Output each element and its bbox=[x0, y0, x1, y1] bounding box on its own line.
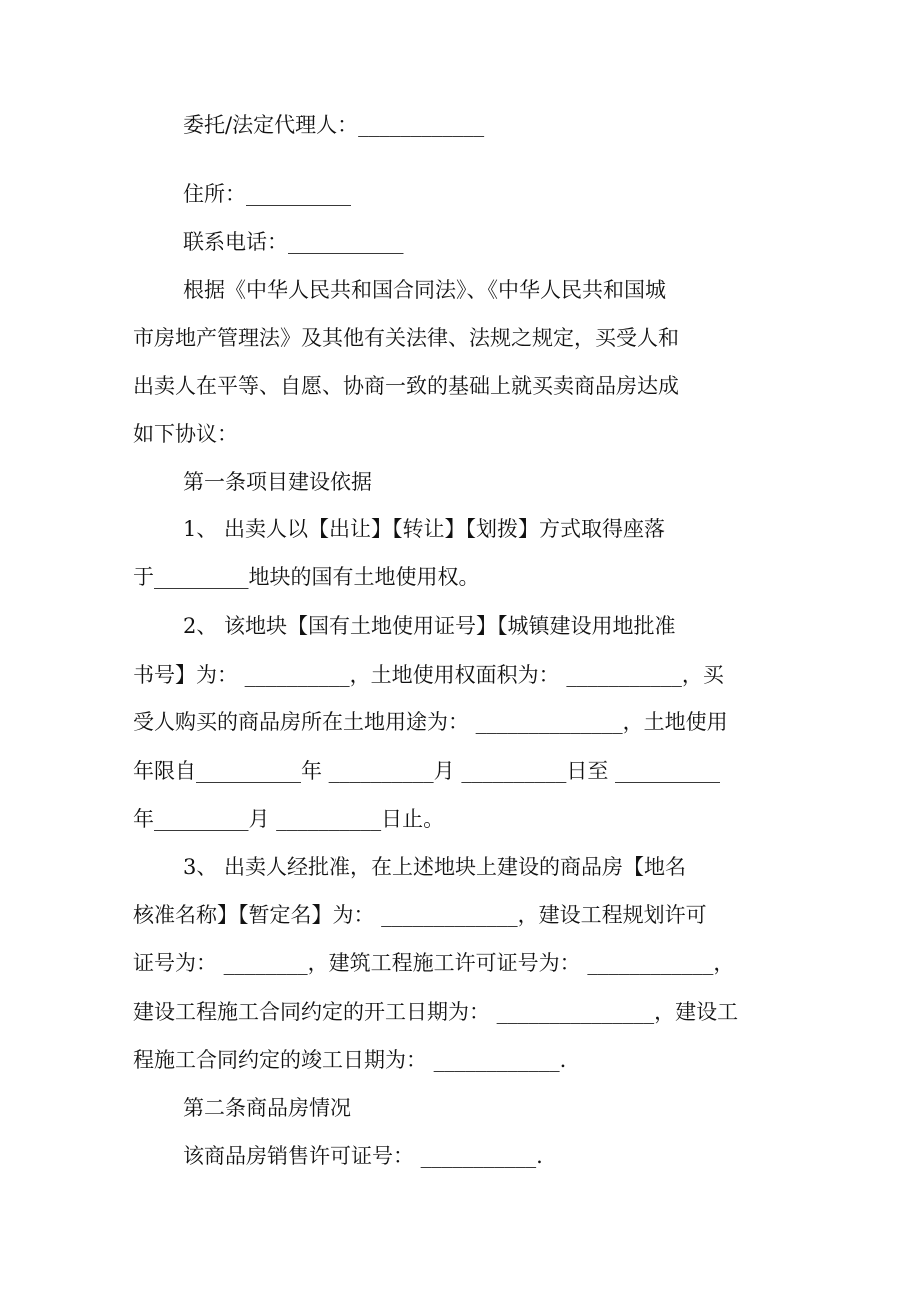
clause-1-line-2: 于_________地块的国有土地使用权。 bbox=[133, 565, 480, 589]
article-1-heading: 第一条项目建设依据 bbox=[183, 470, 372, 494]
preamble-line-3: 出卖人在平等、自愿、协商一致的基础上就买卖商品房达成 bbox=[133, 374, 679, 398]
clause-2-line-2: 书号】为： __________，土地使用权面积为： ___________，买 bbox=[133, 663, 724, 687]
phone-line: 联系电话：___________ bbox=[183, 230, 404, 254]
clause-2-line-4: 年限自__________年 __________月 __________日至 __________ bbox=[133, 759, 721, 783]
clause-2-line-5: 年_________月 __________日止。 bbox=[133, 807, 445, 831]
clause-2-line-3: 受人购买的商品房所在土地用途为： ______________，土地使用 bbox=[133, 710, 728, 734]
address-line: 住所：__________ bbox=[183, 182, 351, 206]
preamble-line-1: 根据《中华人民共和国合同法》、《中华人民共和国城 bbox=[183, 278, 666, 302]
clause-3-line-5: 程施工合同约定的竣工日期为： ____________. bbox=[133, 1048, 567, 1072]
clause-3-line-3: 证号为： ________，建筑工程施工许可证号为： ____________， bbox=[133, 951, 735, 975]
preamble-line-4: 如下协议： bbox=[133, 422, 238, 446]
clause-1-line-1: 1、 出卖人以【出让】【转让】【划拨】方式取得座落 bbox=[183, 517, 666, 541]
article-2-heading: 第二条商品房情况 bbox=[183, 1096, 351, 1120]
agent-line: 委托/法定代理人：____________ bbox=[183, 113, 485, 137]
clause-3-line-1: 3、 出卖人经批准，在上述地块上建设的商品房【地名 bbox=[183, 855, 687, 879]
clause-2-line-1: 2、 该地块【国有土地使用证号】【城镇建设用地批准 bbox=[183, 614, 676, 638]
clause-3-line-4: 建设工程施工合同约定的开工日期为： _______________，建设工 bbox=[133, 1000, 739, 1024]
sales-permit-line: 该商品房销售许可证号： ___________. bbox=[183, 1144, 543, 1168]
preamble-line-2: 市房地产管理法》及其他有关法律、法规之规定，买受人和 bbox=[133, 326, 679, 350]
clause-3-line-2: 核准名称】【暂定名】为： _____________，建设工程规划许可 bbox=[133, 903, 707, 927]
